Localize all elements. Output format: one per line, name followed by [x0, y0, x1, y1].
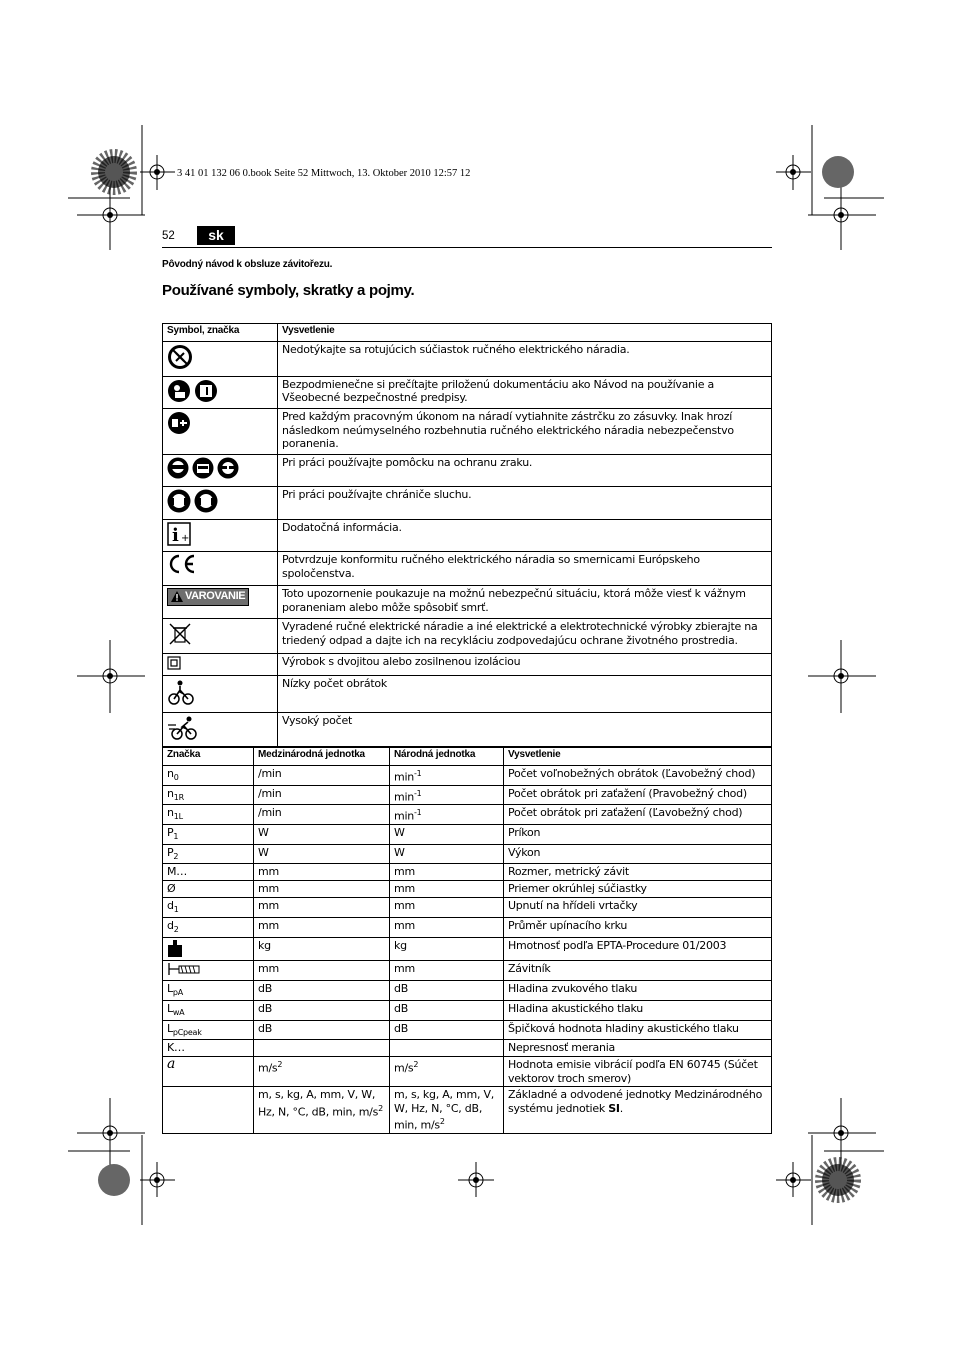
units-row: [163, 864, 772, 881]
natl-unit-exponent: 2: [413, 1060, 419, 1070]
intl-unit: mm: [258, 919, 279, 933]
unit-mark: d: [167, 899, 174, 913]
read-manual-icon: [167, 379, 191, 407]
intl-unit-cell: [254, 961, 390, 981]
intl-unit-cell: [254, 825, 390, 845]
weight-icon: [167, 939, 183, 961]
unit-description-cell: [504, 1040, 772, 1057]
symbol-cell: [163, 342, 278, 377]
fast-cyclist-icon: [167, 715, 199, 745]
unit-description: Špičková hodnota hladiny akustického tlaku: [508, 1021, 739, 1035]
unplug-icon: [167, 411, 191, 439]
natl-unit-cell: [390, 918, 504, 938]
intl-unit: mm: [258, 962, 279, 976]
intl-unit-exponent: 2: [277, 1060, 283, 1070]
symbol-cell: [163, 653, 278, 676]
unit-mark-subscript: 2: [173, 925, 179, 935]
natl-unit-cell: [390, 825, 504, 845]
unit-description-cell: [504, 766, 772, 786]
ce-mark-icon: [167, 554, 197, 578]
intl-unit: mm: [258, 865, 279, 879]
unit-mark: L: [167, 1021, 173, 1035]
symbol-cell: [163, 586, 278, 619]
intl-unit-cell: [254, 1040, 390, 1057]
natl-unit-cell: [390, 1040, 504, 1057]
tap-icon: [167, 962, 201, 980]
intl-unit: W: [258, 845, 269, 859]
unit-description-cell: [504, 961, 772, 981]
unit-mark-cell: [163, 805, 254, 825]
natl-unit: mm: [394, 865, 415, 879]
unit-mark: K…: [167, 1041, 185, 1055]
face-shield-icon: [192, 457, 214, 483]
unit-description-cell: [504, 981, 772, 1001]
no-touch-rotating-icon: [167, 344, 193, 374]
symbol-cell: [163, 552, 278, 586]
unit-mark-cell: [163, 918, 254, 938]
unit-description: Upnutí na hřídeli vrtačky: [508, 899, 638, 913]
intl-unit: m/s: [258, 1062, 278, 1076]
intl-unit-cell: [254, 1057, 390, 1087]
natl-unit-cell: [390, 981, 504, 1001]
natl-unit: min: [394, 770, 414, 784]
symbol-row: [163, 676, 772, 713]
symbol-description: Dodatočná informácia.: [278, 519, 772, 552]
units-row: [163, 898, 772, 918]
unit-mark: L: [167, 982, 173, 996]
natl-unit: m, s, kg, A, mm, V, W, Hz, N, °C, dB, min, m/s: [394, 1088, 494, 1133]
page-title: Používané symboly, skratky a pojmy.: [162, 282, 415, 299]
intl-unit: dB: [258, 982, 273, 996]
unit-mark: a: [167, 1056, 176, 1073]
unit-description: Priemer okrúhlej súčiastky: [508, 882, 647, 896]
symbol-cell: [163, 712, 278, 747]
unit-mark: M…: [167, 865, 187, 879]
intl-unit: dB: [258, 1021, 273, 1035]
units-row: [163, 785, 772, 805]
natl-unit-cell: [390, 937, 504, 961]
natl-unit: kg: [394, 938, 407, 952]
natl-unit-cell: [390, 766, 504, 786]
unit-mark-subscript: wA: [172, 1008, 185, 1018]
unit-mark-subscript: pCpeak: [172, 1027, 202, 1037]
symbol-row: [163, 487, 772, 520]
unit-mark: n: [167, 786, 174, 800]
intl-unit-cell: [254, 1020, 390, 1040]
unit-description-cell: [504, 918, 772, 938]
intl-unit: /min: [258, 806, 282, 820]
unit-description: Počet voľnobežných obrátok (Ľavobežný chod): [508, 767, 756, 780]
natl-unit: mm: [394, 882, 415, 896]
symbol-description: Vysoký počet: [278, 712, 772, 747]
symbol-description: Vyradené ručné elektrické náradie a iné elektrické a elektrotechnické výrobky zbierajte na triedený odpad a dajte ich na recykláciu zodpovedajúcu ochrane životného prostredia.: [278, 619, 772, 654]
units-row: [163, 1057, 772, 1087]
natl-unit-cell: [390, 785, 504, 805]
symbol-row: [163, 376, 772, 409]
natl-unit: dB: [394, 1002, 409, 1015]
units-row: [163, 825, 772, 845]
natl-unit: m/s: [394, 1062, 414, 1076]
unit-mark-cell: [163, 898, 254, 918]
symbol-description: Pri práci používajte chrániče sluchu.: [278, 487, 772, 520]
natl-unit-cell: [390, 1087, 504, 1133]
symbol-row: [163, 455, 772, 487]
natl-unit: mm: [394, 899, 415, 913]
units-row: [163, 844, 772, 864]
unit-description: Hladina akustického tlaku: [508, 1002, 644, 1015]
intl-unit-cell: [254, 918, 390, 938]
intl-unit: W: [258, 826, 269, 840]
units-row: [163, 1020, 772, 1040]
symbol-description: Pred každým pracovným úkonom na náradí vytiahnite zástrčku zo zásuvky. Inak hrozí následkom neúmyselného rozbehnutia ručného elektrického náradia nebezpečenstvo poranenia.: [278, 409, 772, 455]
intl-unit-cell: [254, 844, 390, 864]
symbol-row: [163, 619, 772, 654]
unit-mark-subscript: 0: [173, 773, 179, 783]
symbol-row: [163, 653, 772, 676]
units-row: [163, 961, 772, 981]
crossed-bin-icon: [167, 621, 193, 651]
symbol-description: Bezpodmienečne si prečítajte priloženú dokumentáciu ako Návod na používanie a Všeobecné bezpečnostné predpisy.: [278, 376, 772, 409]
unit-description: Počet obrátok pri zaťažení (Ľavobežný chod): [508, 806, 743, 820]
book-icon: [194, 379, 218, 407]
unit-description: Základné a odvodené jednotky Medzinárodného systému jednotiek: [508, 1088, 763, 1115]
unit-description-cell: [504, 785, 772, 805]
unit-description-tail: .: [619, 1101, 624, 1115]
unit-description: Průměr upínacího krku: [508, 919, 628, 933]
symbol-description: Výrobok s dvojitou alebo zosilnenou izoláciou: [278, 653, 772, 676]
intl-unit-cell: [254, 981, 390, 1001]
symbols-table-header: [163, 324, 772, 342]
unit-mark: P: [167, 845, 174, 859]
unit-description-cell: [504, 937, 772, 961]
warning-badge: [167, 588, 249, 606]
unit-mark-subscript: 1: [173, 905, 179, 915]
unit-mark: P: [167, 826, 174, 840]
info-icon: [167, 522, 191, 550]
symbol-row: [163, 519, 772, 552]
units-row: [163, 1040, 772, 1057]
symbol-cell: [163, 676, 278, 713]
print-header: 3 41 01 132 06 0.book Seite 52 Mittwoch, 13. Oktober 2010 12:57 12: [177, 168, 471, 179]
intl-unit-cell: [254, 766, 390, 786]
units-row: [163, 766, 772, 786]
natl-unit: mm: [394, 919, 415, 933]
natl-unit-cell: [390, 805, 504, 825]
natl-unit-cell: [390, 881, 504, 898]
unit-description-cell: [504, 1020, 772, 1040]
symbol-description: Potvrdzuje konformitu ručného elektrického náradia so smernicami Európskeho spoločenstva.: [278, 552, 772, 586]
unit-description-cell: [504, 1087, 772, 1133]
natl-unit: min: [394, 790, 414, 804]
unit-description: Nepresnosť merania: [508, 1041, 616, 1055]
unit-description-cell: [504, 1001, 772, 1021]
page-number: 52: [162, 230, 175, 242]
unit-description: Hladina zvukového tlaku: [508, 982, 638, 996]
symbol-description: Nedotýkajte sa rotujúcich súčiastok ručného elektrického náradia.: [278, 342, 772, 377]
symbol-description: Pri práci používajte pomôcku na ochranu zraku.: [278, 455, 772, 487]
unit-mark-cell: [163, 844, 254, 864]
symbol-cell: [163, 455, 278, 487]
units-row: [163, 1087, 772, 1133]
natl-unit-cell: [390, 844, 504, 864]
unit-description-cell: [504, 864, 772, 881]
ear-protection-icon: [194, 489, 218, 517]
intl-unit-cell: [254, 1001, 390, 1021]
units-row: [163, 881, 772, 898]
units-table: [162, 747, 772, 1134]
symbol-row: [163, 409, 772, 455]
unit-description: Hodnota emisie vibrácií podľa EN 60745 (Súčet vektorov troch smerov): [508, 1058, 758, 1085]
natl-unit: dB: [394, 982, 409, 996]
subtitle: Pôvodný návod k obsluze závitořezu.: [162, 259, 333, 270]
natl-unit-exponent: -1: [414, 808, 422, 818]
natl-unit: mm: [394, 962, 415, 976]
unit-mark-cell: [163, 785, 254, 805]
natl-unit: W: [394, 826, 405, 840]
svg-text:+: +: [181, 532, 190, 544]
intl-unit: /min: [258, 767, 282, 780]
unit-description: Závitník: [508, 962, 551, 976]
intl-unit-cell: [254, 805, 390, 825]
unit-mark: n: [167, 767, 174, 780]
unit-description: Príkon: [508, 826, 541, 840]
unit-mark-cell: [163, 825, 254, 845]
unit-mark-cell: [163, 1057, 254, 1087]
intl-unit: /min: [258, 786, 282, 800]
unit-mark-cell: [163, 937, 254, 961]
unit-mark: Ø: [167, 882, 176, 896]
unit-mark-cell: [163, 881, 254, 898]
natl-unit-cell: [390, 1057, 504, 1087]
goggles-icon: [167, 457, 189, 483]
symbol-cell: [163, 487, 278, 520]
unit-mark-subscript: 1L: [173, 812, 183, 822]
symbol-cell: [163, 409, 278, 455]
intl-unit-exponent: 2: [378, 1103, 383, 1113]
unit-mark-subscript: pA: [172, 988, 183, 998]
natl-unit-exponent: -1: [414, 788, 422, 798]
warning-badge-label: VAROVANIE: [185, 590, 246, 602]
symbol-cell: [163, 376, 278, 409]
unit-mark-cell: [163, 1020, 254, 1040]
unit-mark-cell: [163, 766, 254, 786]
safety-glasses-icon: [217, 457, 239, 483]
symbol-description: Nízky počet obrátok: [278, 676, 772, 713]
double-insulation-icon: [167, 656, 181, 674]
unit-mark: n: [167, 806, 174, 820]
intl-unit-cell: [254, 864, 390, 881]
header-mark: Značka: [163, 748, 254, 766]
unit-mark: L: [167, 1002, 173, 1015]
units-row: [163, 981, 772, 1001]
svg-text:i: i: [172, 524, 179, 546]
unit-mark-cell: [163, 864, 254, 881]
unit-description-cell: [504, 1057, 772, 1087]
intl-unit: kg: [258, 938, 271, 952]
symbols-table: [162, 323, 772, 747]
natl-unit: dB: [394, 1021, 409, 1035]
symbol-description: Toto upozornenie poukazuje na možnú nebezpečnú situáciu, ktorá môže viesť k vážnym poraneniam alebo môže spôsobiť smrť.: [278, 586, 772, 619]
unit-mark-subscript: 1: [173, 832, 179, 842]
intl-unit-cell: [254, 785, 390, 805]
symbol-row: [163, 552, 772, 586]
units-table-header: [163, 748, 772, 766]
natl-unit: W: [394, 845, 405, 859]
header-natl-unit: Národná jednotka: [390, 748, 504, 766]
natl-unit: min: [394, 810, 414, 824]
unit-mark-cell: [163, 1040, 254, 1057]
si-abbreviation: SI: [608, 1101, 620, 1115]
intl-unit: dB: [258, 1002, 273, 1015]
units-row: [163, 1001, 772, 1021]
unit-mark: d: [167, 919, 174, 933]
header-intl-unit: Medzinárodná jednotka: [254, 748, 390, 766]
ear-protection-icon: [167, 489, 191, 517]
unit-description-cell: [504, 881, 772, 898]
symbol-row: [163, 586, 772, 619]
unit-description-cell: [504, 805, 772, 825]
unit-mark-subscript: 1R: [173, 792, 184, 802]
units-row: [163, 805, 772, 825]
intl-unit-cell: [254, 937, 390, 961]
natl-unit-exponent: 2: [439, 1117, 445, 1127]
unit-description: Počet obrátok pri zaťažení (Pravobežný chod): [508, 786, 747, 800]
unit-mark-cell: [163, 961, 254, 981]
header-explanation: Vysvetlenie: [504, 748, 772, 766]
unit-description-cell: [504, 844, 772, 864]
natl-unit-cell: [390, 961, 504, 981]
unit-description: Hmotnosť podľa EPTA-Procedure 01/2003: [508, 938, 727, 952]
intl-unit-cell: [254, 898, 390, 918]
unit-mark-cell: [163, 1001, 254, 1021]
slow-cyclist-icon: [167, 678, 195, 710]
header-explanation: Vysvetlenie: [278, 324, 772, 342]
units-row: [163, 937, 772, 961]
unit-mark-subscript: 2: [173, 851, 179, 861]
header-symbol: Symbol, značka: [163, 324, 278, 342]
unit-mark-cell: [163, 1087, 254, 1133]
intl-unit: mm: [258, 882, 279, 896]
natl-unit-cell: [390, 1020, 504, 1040]
natl-unit-cell: [390, 864, 504, 881]
unit-description: Rozmer, metrický závit: [508, 865, 629, 879]
unit-description: Výkon: [508, 845, 541, 859]
intl-unit: m, s, kg, A, mm, V, W, Hz, N, °C, dB, min, m/s: [258, 1088, 379, 1119]
symbol-row: [163, 712, 772, 747]
symbol-cell: [163, 519, 278, 552]
intl-unit-cell: [254, 1087, 390, 1133]
unit-mark-cell: [163, 981, 254, 1001]
units-row: [163, 918, 772, 938]
unit-description-cell: [504, 825, 772, 845]
natl-unit-exponent: -1: [414, 769, 422, 778]
intl-unit-cell: [254, 881, 390, 898]
symbol-row: [163, 342, 772, 377]
natl-unit-cell: [390, 898, 504, 918]
unit-description-cell: [504, 898, 772, 918]
language-tag: sk: [197, 226, 235, 245]
natl-unit-cell: [390, 1001, 504, 1021]
symbol-cell: [163, 619, 278, 654]
header-rule: [162, 247, 772, 248]
intl-unit: mm: [258, 899, 279, 913]
